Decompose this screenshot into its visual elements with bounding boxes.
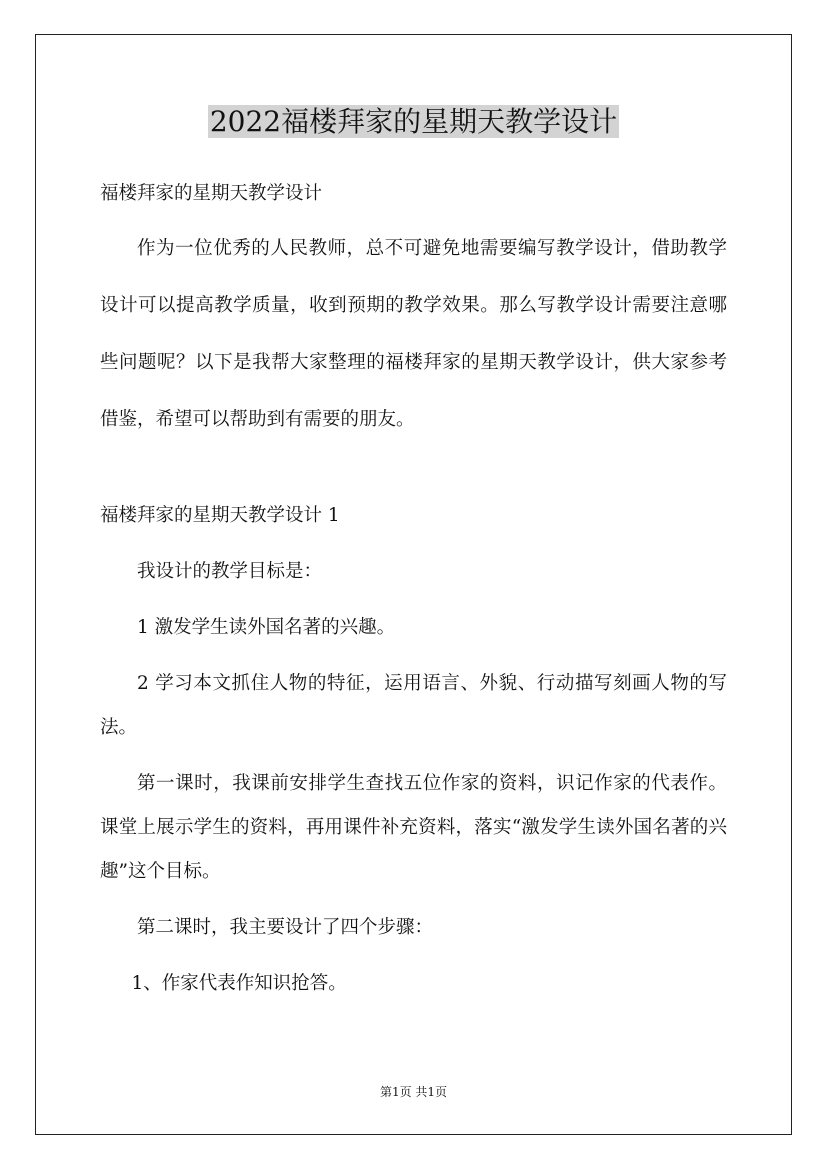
page-footer: 第1页 共1页: [379, 1085, 448, 1099]
document-body: [100, 172, 727, 1006]
intro-paragraph: 作为一位优秀的人民教师，总不可避免地需要编写教学设计，借助教学设计可以提高教学质量，收到预期的教学效果。那么写教学设计需要注意哪些问题呢？以下是我帮大家整理的福楼拜家的星期天教学设计，供大家参考借鉴，希望可以帮助到有需要的朋友。: [100, 238, 727, 430]
section-heading: 福楼拜家的星期天教学设计 1: [100, 505, 340, 526]
paragraph-lesson-2: 第二课时，我主要设计了四个步骤：: [137, 917, 434, 938]
paragraph-lesson-1: 第一课时，我课前安排学生查找五位作家的资料，识记作家的代表作。课堂上展示学生的资料，再用课件补充资料，落实“激发学生读外国名著的兴趣”这个目标。: [100, 773, 727, 882]
paragraph-step-1: 1、作家代表作知识抢答。: [131, 973, 347, 994]
document-title-text: 2022福楼拜家的星期天教学设计: [209, 105, 618, 138]
document-title: [0, 100, 827, 144]
paragraph-goal-1: 1 激发学生读外国名著的兴趣。: [137, 617, 396, 638]
paragraph-goals-intro: 我设计的教学目标是：: [137, 561, 323, 582]
paragraph-goal-2: 2 学习本文抓住人物的特征，运用语言、外貌、行动描写刻画人物的写法。: [100, 673, 727, 738]
document-subtitle: 福楼拜家的星期天教学设计: [100, 183, 323, 204]
